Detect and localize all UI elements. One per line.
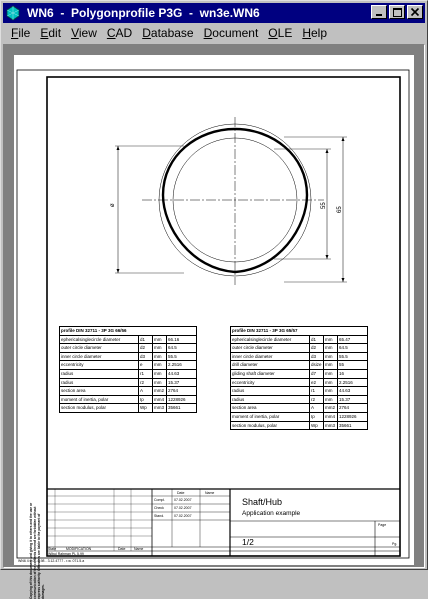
footer-left: WN6 4.9.0 - 9.98 - 3.12.4777 - r.w. 071.5.a	[18, 559, 85, 563]
menu-file[interactable]	[3, 26, 35, 40]
sheet-number: 1/2	[242, 537, 254, 547]
polygon-profile-drawing	[115, 117, 347, 285]
menu-label-rest: ocument	[212, 26, 259, 40]
table-row: inner circle diameter d3 mm 55.5	[231, 352, 368, 361]
tb-row-date: 07.02.2007	[174, 514, 192, 518]
table-row: moment of inertia, polar Ip mm4 1228926	[231, 412, 368, 421]
menu-accelerator: O	[268, 26, 278, 40]
inner-frame	[47, 77, 400, 556]
table-row: moment of inertia, polar Ip mm4 1228926	[60, 395, 197, 404]
tb-row-label: Check	[154, 506, 164, 510]
table-row: outer circle diameter d2 mm 64.5	[231, 344, 368, 353]
table-row: inner circle diameter d3 mm 55.5	[60, 352, 197, 361]
table-row: section modulus, polar Wp mm3 35661	[60, 404, 197, 413]
window-controls	[371, 5, 423, 19]
table-row: radius r2 mm 15.37	[231, 395, 368, 404]
table-row: radius r1 mm 44.63	[60, 369, 197, 378]
table-row: ephericalsinglecircle diameter d1 mm 65.47	[231, 335, 368, 344]
rev-label-name: Name	[134, 547, 144, 551]
maximize-icon	[393, 8, 402, 17]
menu-label-rest: iew	[78, 26, 97, 40]
table-header: profile DIN 32711 - 3P 3G 65/57	[231, 327, 368, 336]
tb-row-label: Compl.	[154, 498, 166, 502]
drawing-canvas	[14, 55, 414, 565]
rev-label-state: State	[48, 547, 57, 551]
table-row: gliding shaft diameter d7 mm 16	[231, 369, 368, 378]
menu-accelerator: D	[142, 26, 151, 40]
table-row: section area A mm2 2764	[60, 387, 197, 396]
menu-accelerator: D	[203, 26, 213, 40]
menu-accelerator: H	[302, 26, 311, 40]
menu-edit[interactable]	[35, 26, 66, 40]
window-title: WN6 - Polygonprofile P3G - wn3e.WN6	[27, 6, 260, 20]
table-row: outer circle diameter d2 mm 64.5	[60, 344, 197, 353]
wn6-app-icon	[5, 5, 21, 21]
menu-document[interactable]	[199, 26, 264, 40]
tb-row-date: 07.02.2007	[174, 498, 192, 502]
close-button[interactable]	[407, 5, 423, 19]
table-row: section modulus, polar Wp mm3 35661	[231, 421, 368, 430]
menu-accelerator: E	[40, 26, 49, 40]
menu-label-rest: LE	[277, 26, 293, 40]
dim-label-right-inner: 55	[321, 202, 327, 209]
document-area[interactable]	[3, 44, 425, 599]
menu-accelerator: V	[71, 26, 79, 40]
profile-table-left	[59, 326, 197, 413]
outer-frame	[17, 70, 409, 558]
menu-label-rest: atabase	[150, 26, 194, 40]
table-row: ephericalsinglecircle diameter d1 mm 66.16	[60, 335, 197, 344]
page-label: Page	[378, 523, 387, 527]
menu-label-rest: AD	[115, 26, 133, 40]
menu-accelerator: F	[11, 26, 19, 40]
tb-col-date: Date	[177, 491, 185, 495]
dim-label-left: ø	[110, 203, 116, 207]
drawing-sheet	[14, 55, 414, 599]
close-icon	[411, 8, 419, 16]
title-bar[interactable]	[3, 3, 425, 23]
menu-bar	[3, 24, 425, 42]
menu-label-rest: dit	[48, 26, 62, 40]
table-row: drill diameter dsize mm 55	[231, 361, 368, 370]
table-row: section area A mm2 2764	[231, 404, 368, 413]
copyright-note: Copying of this document and giving it to others and the use or communication of the contents thereof are forbidden without express authority. Offenders are liable to the payment of damages.	[29, 502, 45, 599]
rev-label-modification: MODIFICATION	[66, 547, 92, 551]
rev-label-date: Date	[118, 547, 126, 551]
pg-label: Pg.	[392, 542, 398, 546]
tb-row-date: 07.02.2007	[174, 506, 192, 510]
title-block-lines	[47, 489, 400, 556]
table-row: radius r2 mm 15.37	[60, 378, 197, 387]
tb-row-label: Stand.	[154, 514, 165, 518]
menu-label-rest: elp	[311, 26, 328, 40]
dim-label-right-outer: 65	[337, 206, 343, 213]
profile-table-right	[230, 326, 368, 430]
minimize-icon	[375, 8, 383, 16]
table-row: eccentricity e mm 2.2516	[60, 361, 197, 370]
drawing-title: Shaft/Hub	[242, 497, 283, 507]
menu-help[interactable]	[297, 26, 332, 40]
menu-cad[interactable]	[102, 26, 137, 40]
maximize-button[interactable]	[389, 5, 405, 19]
minimize-button[interactable]	[371, 5, 387, 19]
menu-ole[interactable]	[263, 26, 297, 40]
table-row: eccentricity e2 mm 2.2516	[231, 378, 368, 387]
footer-small: Wibul Rahman PL 5.99	[48, 552, 84, 556]
drawing-subtitle: Application example	[242, 510, 301, 517]
menu-label-rest: ile	[18, 26, 31, 40]
table-row: radius r1 mm 44.63	[231, 387, 368, 396]
table-header: profile DIN 32711 - 3P 3G 66/56	[60, 327, 197, 336]
tb-col-name: Name	[205, 491, 215, 495]
menu-view[interactable]	[66, 26, 102, 40]
menu-accelerator: C	[106, 26, 116, 40]
menu-database[interactable]	[137, 26, 198, 40]
